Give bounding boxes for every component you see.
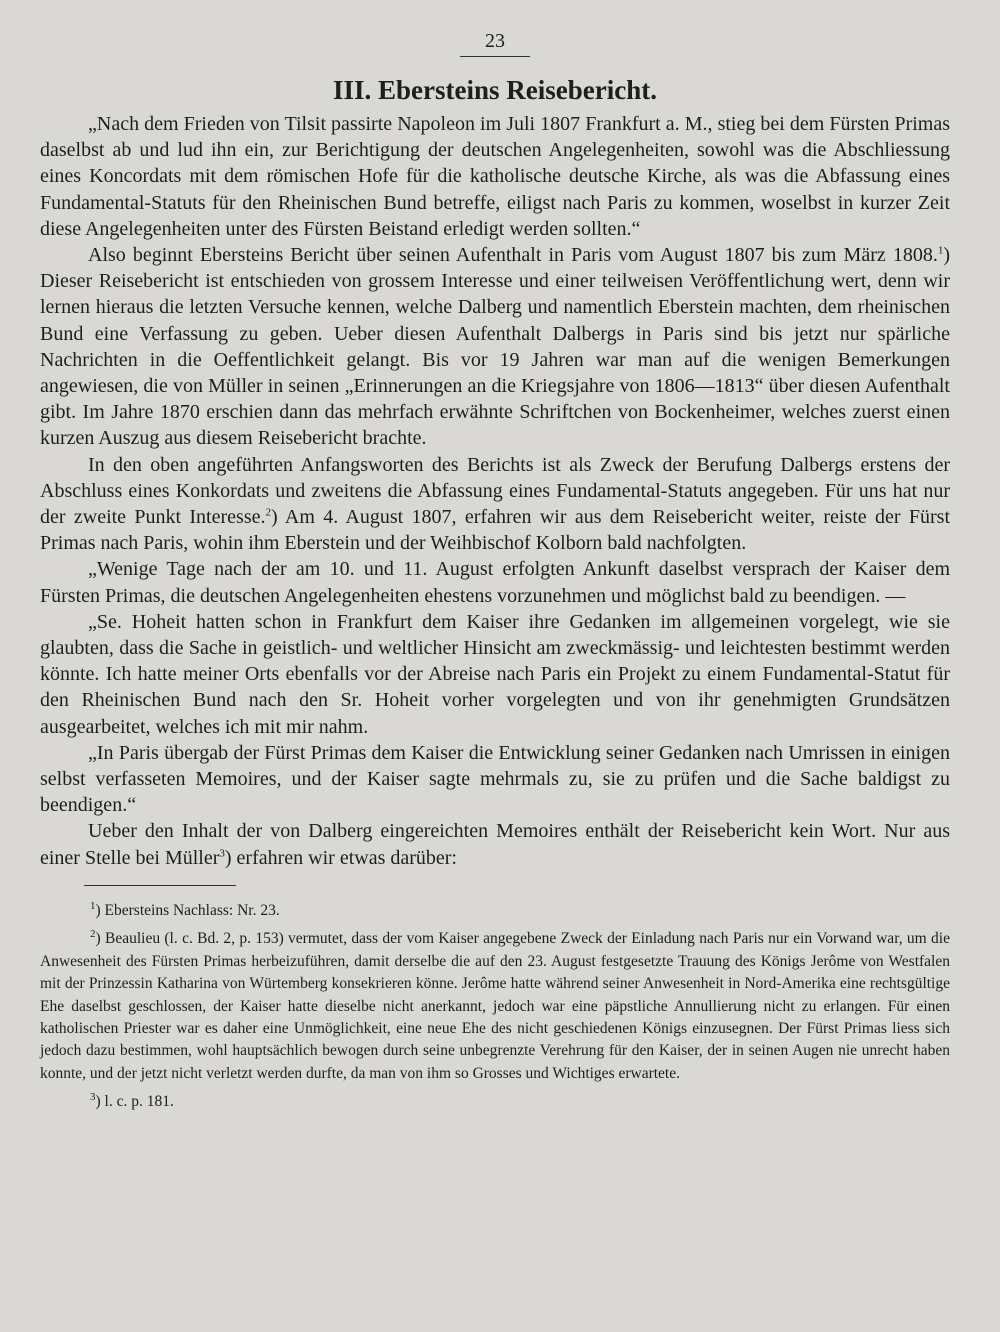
paragraph-3-text-a: In den oben angeführten Anfangsworten des Berichts ist als Zweck der Berufung Dalbergs erstens der Abschluss eines Konkordats und zweitens die Abfassung eines Fundamental-Statuts angegeben. Für uns hat nur der zweite Punkt Interesse.	[40, 453, 950, 529]
footnote-divider	[84, 885, 236, 886]
footnote-ref-1: 1	[937, 244, 944, 257]
body-text	[40, 111, 950, 871]
paragraph-6: „In Paris übergab der Fürst Primas dem Kaiser die Entwicklung seiner Gedanken nach Umrissen in einigen selbst verfasseten Memoires, und der Kaiser sagte mehrmals zu, sie zu prüfen und die Sache baldigst zu beendigen.“	[40, 741, 950, 817]
footnote-3-text: ) l. c. p. 181.	[95, 1093, 174, 1111]
footnotes	[40, 900, 950, 1114]
paragraph-2	[40, 242, 950, 452]
footnote-ref-3: 3	[219, 847, 225, 860]
paragraph-5: „Se. Hoheit hatten schon in Frankfurt dem Kaiser ihre Gedanken im allgemeinen vorgelegt, wie sie glaubten, dass die Sache in geistlich- und weltlicher Hinsicht am zweckmässig- und leichtesten bestimmt werden könnte. Ich hatte meiner Orts ebenfalls vor der Abreise nach Paris ein Projekt zu einem Fundamental-Statut für den Rheinischen Bund nach den Sr. Hoheit vorher vorgelegten und von ihr genehmigten Grundsätzen ausgearbeitet, welches ich mit mir nahm.	[40, 610, 950, 738]
footnote-3	[40, 1091, 950, 1113]
footnote-mark-3: 3	[90, 1090, 96, 1103]
paragraph-4: „Wenige Tage nach der am 10. und 11. August erfolgten Ankunft daselbst versprach der Kaiser dem Fürsten Primas, die deutschen Angelegenheiten ehestens vorzunehmen und möglichst bald zu beendigen. —	[40, 558, 950, 607]
footnote-1	[40, 900, 950, 922]
paragraph-7-text-b: ) erfahren wir etwas darüber:	[224, 846, 457, 869]
paragraph-2-text-b: ) Dieser Reisebericht ist entschieden von grossem Interesse und einer teilweisen Veröffentlichung wert, denn wir lernen hieraus die letzten Versuche kennen, welche Dalberg und namentlich Eberstein machten, dem rheinischen Bund eine Verfassung zu geben. Ueber diesen Aufenthalt Dalbergs in Paris sind bis jetzt nur spärliche Nachrichten in die Oeffentlichkeit gelangt. Bis vor 19 Jahren war man auf die wenigen Bemerkungen angewiesen, die von Müller in seinen „Erinnerungen an die Kriegsjahre von 1806—1813“ über diesen Aufenthalt gibt. Im Jahre 1870 erschien dann das mehrfach erwähnte Schriftchen von Bockenheimer, welches zuerst einen kurzen Auszug aus diesem Reisebericht brachte.	[40, 244, 950, 450]
paragraph-7-text-a: Ueber den Inhalt der von Dalberg eingereichten Memoires enthält der Reisebericht kein Wort. Nur aus einer Stelle bei Müller	[40, 820, 950, 869]
chapter-title: III. Ebersteins Reisebericht.	[333, 75, 657, 105]
paragraph-3-text-b: ) Am 4. August 1807, erfahren wir aus dem Reisebericht weiter, reiste der Fürst Primas nach Paris, wohin ihm Eberstein und der Weihbischof Kolborn bald nachfolgten.	[40, 506, 951, 555]
paragraph-3	[40, 452, 950, 557]
footnote-2	[40, 928, 950, 1085]
paragraph-2-text-a: Also beginnt Ebersteins Bericht über seinen Aufenthalt in Paris vom August 1807 bis zum März 1808.	[88, 244, 938, 267]
footnote-1-text: ) Ebersteins Nachlass: Nr. 23.	[95, 901, 280, 919]
page-number: 23	[460, 28, 530, 57]
paragraph-7	[40, 818, 950, 870]
footnote-mark-2: 2	[90, 928, 96, 941]
footnote-ref-2: 2	[265, 506, 271, 519]
paragraph-1: „Nach dem Frieden von Tilsit passirte Napoleon im Juli 1807 Frankfurt a. M., stieg bei dem Fürsten Primas daselbst ab und lud ihn ein, zur Berichtigung der deutschen Angelegenheiten, sowohl was die Abschliessung eines Koncordats mit dem römischen Hofe für die katholische deutsche Kirche, als was die Abfassung eines Fundamental-Statuts für den Rheinischen Bund betreffe, eiligst nach Paris zu kommen, woselbst in kurzer Zeit diese Angelegenheiten unter des Fürsten Beistand erledigt werden sollten.“	[40, 113, 950, 240]
footnote-mark-1: 1	[90, 899, 96, 912]
footnote-2-text: ) Beaulieu (l. c. Bd. 2, p. 153) vermutet, dass der vom Kaiser angegebene Zweck der Einladung nach Paris nur ein Vorwand war, um die Anwesenheit des Fürsten Primas herbeizuführen, damit derselbe die auf den 23. August festgesetzte Trauung des Königs Jerôme von Westfalen mit der Prinzessin Katharina von Würtemberg konsekrieren könne. Jerôme hatte während seiner Anwesenheit in Nord-Amerika eine rechtsgültige Ehe daselbst geschlossen, der Kaiser hatte dieselbe nicht anerkannt, jedoch war eine päpstliche Annullierung nicht zu erlangen. Für einen katholischen Priester war es daher eine Unmöglichkeit, eine neue Ehe des nicht geschiedenen Königs einzusegnen. Der Fürst Primas liess sich jedoch dazu bestimmen, wohl hauptsächlich bewogen durch seine unbegrenzte Verehrung für den Kaiser, der in seinen Augen nie unrecht haben konnte, und der jetzt nicht verletzt werden durfte, da man von ihm so Grosses und Wichtiges erwartete.	[40, 930, 950, 1082]
